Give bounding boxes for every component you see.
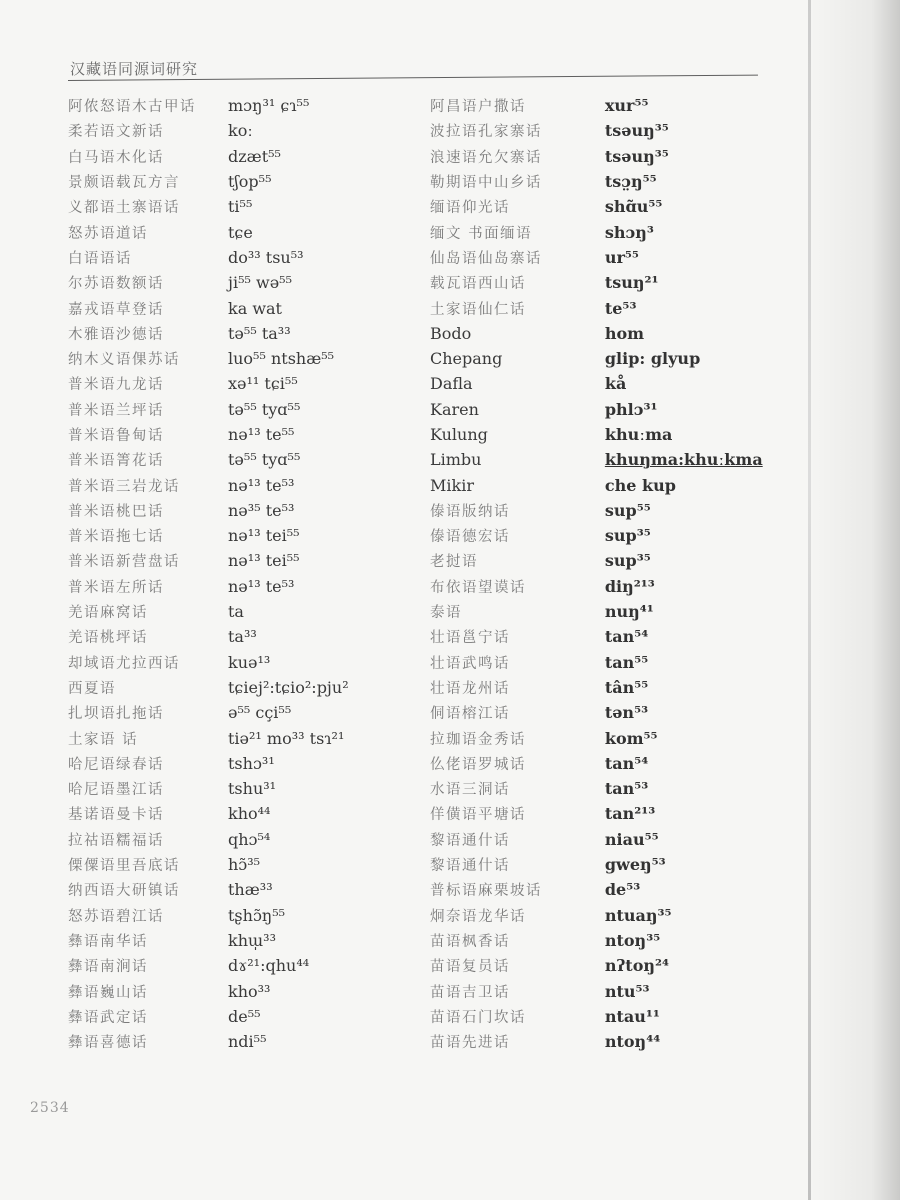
- language-name: 拉珈语金秀话: [430, 731, 526, 748]
- word-form: nə¹³ te⁵⁵: [228, 425, 295, 444]
- word-form: ntu⁵³: [604, 981, 650, 1001]
- entry-row: [50, 93, 430, 118]
- entry-row: [50, 472, 430, 497]
- word-form: kho⁴⁴: [228, 804, 271, 824]
- language-name: 白语语话: [68, 250, 132, 267]
- word-form: ur⁵⁵: [604, 247, 639, 267]
- entry-row: [50, 397, 430, 422]
- entry-row: [50, 650, 430, 675]
- word-form: tan⁵³: [604, 779, 649, 799]
- language-name: 尔苏语数额话: [68, 276, 164, 293]
- entry-row: [430, 144, 770, 169]
- word-form: tɕe: [228, 222, 253, 242]
- word-form: ə⁵⁵ cçi⁵⁵: [228, 703, 292, 723]
- entry-row: [430, 1029, 770, 1054]
- language-name: 木雅语沙德话: [68, 326, 164, 343]
- language-name: 怒苏语碧江话: [68, 908, 164, 925]
- language-name: 侗语榕江话: [430, 706, 510, 723]
- entry-row: [50, 801, 430, 826]
- word-form: ka wat: [228, 298, 282, 318]
- entry-row: [50, 270, 430, 295]
- word-form: ta: [228, 602, 244, 622]
- language-name: 壮语邕宁话: [430, 630, 510, 647]
- entry-row: [50, 751, 430, 776]
- language-name: 普米语桃巴话: [68, 503, 164, 520]
- entry-row: [430, 118, 770, 143]
- language-name: 彝语巍山话: [68, 984, 148, 1001]
- entry-row: [430, 371, 770, 396]
- word-form: nə¹³ te⁵³: [228, 475, 295, 495]
- book-spine-edge: [808, 0, 811, 1200]
- language-name: 浪速语允欠寨话: [430, 149, 542, 166]
- right-column: [430, 93, 770, 1054]
- entry-row: [50, 219, 430, 244]
- entry-row: [430, 523, 770, 548]
- entry-row: [50, 574, 430, 599]
- language-name: 怒苏语道话: [68, 225, 148, 242]
- entry-row: [430, 194, 770, 219]
- language-name: 羌语麻窝话: [68, 605, 148, 622]
- word-form: khɯ̩³³: [228, 930, 276, 950]
- word-form: kho³³: [228, 981, 271, 1001]
- entry-row: [430, 827, 770, 852]
- language-name: 普米语鲁甸话: [68, 428, 164, 444]
- entry-row: [50, 295, 430, 320]
- word-form: nə³⁵ te⁵³: [228, 500, 295, 520]
- entry-row: [430, 877, 770, 902]
- word-form: kuə¹³: [228, 652, 271, 672]
- word-form: de⁵⁵: [228, 1006, 261, 1026]
- entry-row: [50, 599, 430, 624]
- word-form: tə⁵⁵ tyɑ⁵⁵: [228, 399, 301, 419]
- entry-row: [50, 144, 430, 169]
- language-name: 黎语通什话: [430, 858, 510, 875]
- language-name: 苗语石门坎话: [430, 1009, 526, 1026]
- entry-row: [50, 321, 430, 346]
- word-form: hɔ̃³⁵: [228, 855, 261, 875]
- language-name: Mikir: [430, 475, 474, 495]
- word-form: khuŋma:khuːkma: [604, 450, 763, 470]
- language-name: 普米语拖七话: [68, 529, 164, 546]
- page-shadow: [805, 0, 900, 1200]
- entry-row: [430, 675, 770, 700]
- language-name: 羌语桃坪话: [68, 630, 148, 647]
- word-form: kom⁵⁵: [604, 728, 658, 748]
- entry-row: [430, 700, 770, 725]
- entry-row: [50, 953, 430, 978]
- language-name: 苗语枫香话: [430, 933, 510, 950]
- language-name: Dafla: [430, 374, 473, 394]
- word-form: tə⁵⁵ ta³³: [228, 323, 291, 343]
- word-form: nuŋ⁴¹: [604, 602, 654, 622]
- language-name: Bodo: [430, 323, 472, 343]
- word-form: ji⁵⁵ wə⁵⁵: [228, 273, 292, 293]
- word-form: tɕiej²:tɕio²:pju²: [228, 677, 349, 697]
- language-name: Kulung: [430, 425, 488, 444]
- word-form: sup⁵⁵: [604, 500, 651, 520]
- word-form: dzæt⁵⁵: [228, 146, 281, 166]
- entry-row: [50, 978, 430, 1003]
- entry-row: [430, 751, 770, 776]
- entry-row: [50, 447, 430, 472]
- entry-row: [50, 498, 430, 523]
- language-name: 彝语南华话: [68, 933, 148, 950]
- language-name: 傈僳语里吾底话: [68, 858, 180, 875]
- word-form: qhɔ⁵⁴: [228, 829, 271, 849]
- entry-row: [430, 599, 770, 624]
- entry-row: [430, 650, 770, 675]
- language-name: 彝语武定话: [68, 1009, 148, 1026]
- entry-row: [50, 245, 430, 270]
- word-form: hom: [604, 323, 645, 343]
- word-form: xur⁵⁵: [604, 96, 649, 116]
- word-form: ntuaŋ³⁵: [604, 905, 672, 925]
- word-form: tan⁵⁵: [604, 652, 649, 672]
- entry-row: [50, 118, 430, 143]
- left-column: [50, 93, 430, 1054]
- language-name: 景颇语载瓦方言: [68, 175, 180, 192]
- entry-row: [430, 295, 770, 320]
- word-form: glip: glyup: [604, 349, 701, 369]
- word-form: ntau¹¹: [604, 1006, 660, 1026]
- entry-row: [50, 523, 430, 548]
- word-form: nʔtoŋ²⁴: [604, 956, 670, 976]
- language-name: 普米语左所话: [68, 579, 164, 596]
- language-name: 白马语木化话: [68, 149, 164, 166]
- entry-row: [430, 548, 770, 573]
- language-name: 普米语箐花话: [68, 453, 164, 470]
- language-name: 哈尼语绿春话: [68, 756, 164, 773]
- language-name: 彝语南涧话: [68, 959, 148, 976]
- language-name: 普标语麻栗坡话: [430, 883, 542, 900]
- language-name: 却域语尤拉西话: [68, 655, 180, 672]
- language-name: 仙岛语仙岛寨话: [430, 250, 542, 267]
- language-name: 阿昌语户撒话: [430, 99, 526, 116]
- word-form: tsəuŋ³⁵: [604, 121, 669, 141]
- language-name: 苗语吉卫话: [430, 984, 510, 1001]
- word-form: tan⁵⁴: [604, 753, 649, 773]
- language-name: Chepang: [430, 349, 503, 369]
- language-name: 阿侬怒语木古甲话: [68, 99, 196, 116]
- word-form: xə¹¹ tɕi⁵⁵: [228, 374, 298, 394]
- language-name: 黎语通什话: [430, 832, 510, 849]
- word-form: de⁵³: [604, 880, 641, 900]
- word-form: tsɔ̤ŋ⁵⁵: [604, 172, 657, 192]
- word-form: tshɔ³¹: [228, 753, 275, 773]
- entry-row: [430, 498, 770, 523]
- word-form: tʂhɔ̃ŋ⁵⁵: [228, 905, 286, 925]
- entry-row: [430, 852, 770, 877]
- language-name: 苗语先进话: [430, 1035, 510, 1052]
- entry-row: [50, 624, 430, 649]
- language-name: 嘉戎语草登话: [68, 301, 164, 318]
- language-name: 西夏语: [68, 680, 116, 697]
- language-name: 布依语望谟话: [430, 579, 526, 596]
- language-name: 缅语仰光话: [430, 200, 510, 217]
- entry-row: [50, 852, 430, 877]
- entry-row: [430, 624, 770, 649]
- entry-row: [430, 346, 770, 371]
- entry-row: [430, 397, 770, 422]
- language-name: 傣语德宏话: [430, 529, 510, 546]
- entry-row: [50, 194, 430, 219]
- language-name: 普米语三岩龙话: [68, 478, 180, 495]
- word-form: nə¹³ tei⁵⁵: [228, 526, 300, 546]
- entry-row: [430, 270, 770, 295]
- language-name: 壮语武鸣话: [430, 655, 510, 672]
- entry-row: [430, 903, 770, 928]
- language-name: 壮语龙州话: [430, 680, 510, 697]
- entry-row: [430, 472, 770, 497]
- word-form: mɔŋ³¹ ɕɿ⁵⁵: [228, 96, 310, 116]
- language-name: Karen: [430, 399, 479, 419]
- entry-row: [50, 1004, 430, 1029]
- entry-row: [430, 928, 770, 953]
- entry-row: [430, 422, 770, 447]
- language-name: 基诺语曼卡话: [68, 807, 164, 824]
- word-form: tshu³¹: [228, 779, 277, 799]
- word-form: ntoŋ⁴⁴: [604, 1032, 661, 1052]
- entry-row: [430, 321, 770, 346]
- language-name: 土家语 话: [68, 731, 139, 748]
- word-form: ta³³: [228, 627, 257, 647]
- entry-row: [50, 725, 430, 750]
- word-form: do³³ tsu⁵³: [228, 247, 304, 267]
- word-form: tiə²¹ mo³³ tsɿ²¹: [228, 728, 345, 748]
- language-name: 载瓦语西山话: [430, 276, 526, 293]
- language-name: 土家语仙仁话: [430, 301, 526, 318]
- language-name: Limbu: [430, 450, 482, 470]
- entry-row: [50, 548, 430, 573]
- word-form: niau⁵⁵: [604, 829, 659, 849]
- language-name: 佯僙语平塘话: [430, 807, 526, 824]
- entry-row: [430, 725, 770, 750]
- language-name: 哈尼语墨江话: [68, 782, 164, 799]
- word-form: tən⁵³: [604, 703, 649, 723]
- language-name: 炯奈语龙华话: [430, 908, 526, 925]
- word-form: nə¹³ tei⁵⁵: [228, 551, 300, 571]
- entry-row: [430, 245, 770, 270]
- word-form: te⁵³: [604, 298, 637, 318]
- language-name: 苗语复员话: [430, 959, 510, 976]
- entry-row: [430, 1004, 770, 1029]
- word-form: sup³⁵: [604, 551, 651, 571]
- word-form: tsəuŋ³⁵: [604, 146, 669, 166]
- language-name: 普米语兰坪话: [68, 402, 164, 419]
- entry-row: [430, 776, 770, 801]
- word-form: thæ³³: [228, 880, 273, 900]
- entry-row: [50, 928, 430, 953]
- word-form: tʃop⁵⁵: [228, 172, 272, 192]
- entry-row: [50, 346, 430, 371]
- word-form: shɑ̃u⁵⁵: [604, 197, 663, 217]
- running-head: 汉藏语同源词研究: [70, 60, 199, 78]
- word-form: dɤ²¹:qhu⁴⁴: [228, 956, 310, 976]
- word-form: koː: [228, 121, 253, 141]
- word-form: tân⁵⁵: [604, 677, 649, 697]
- word-form: tan⁵⁴: [604, 627, 649, 647]
- entry-row: [50, 776, 430, 801]
- word-form: sup³⁵: [604, 526, 651, 546]
- language-name: 泰语: [430, 605, 462, 622]
- entry-row: [430, 93, 770, 118]
- word-form: ti⁵⁵: [228, 197, 253, 217]
- language-name: 老挝语: [430, 554, 478, 571]
- word-form: tan²¹³: [604, 804, 656, 824]
- word-form: luo⁵⁵ ntshæ⁵⁵: [228, 349, 335, 369]
- word-form: che kup: [604, 475, 676, 495]
- entry-row: [430, 801, 770, 826]
- word-form: shɔŋ³: [604, 222, 654, 242]
- word-form: gweŋ⁵³: [604, 855, 666, 875]
- word-form: tsuŋ²¹: [604, 273, 659, 293]
- language-name: 拉祜语糯福话: [68, 832, 164, 849]
- word-form: nə¹³ te⁵³: [228, 576, 295, 596]
- word-form: tə⁵⁵ tyɑ⁵⁵: [228, 450, 301, 470]
- entry-row: [50, 877, 430, 902]
- language-name: 柔若语文新话: [68, 124, 164, 141]
- entry-row: [430, 978, 770, 1003]
- language-name: 傣语版纳话: [430, 503, 510, 520]
- entry-row: [430, 447, 770, 472]
- entry-row: [50, 827, 430, 852]
- entry-row: [50, 903, 430, 928]
- entry-row: [50, 675, 430, 700]
- entry-row: [50, 371, 430, 396]
- page-number: 2534: [30, 1100, 70, 1116]
- language-name: 义都语土寨语话: [68, 200, 180, 217]
- word-form: ntoŋ³⁵: [604, 930, 661, 950]
- entry-row: [430, 953, 770, 978]
- entry-row: [430, 219, 770, 244]
- entry-row: [50, 169, 430, 194]
- language-name: 水语三洞话: [430, 782, 510, 799]
- language-name: 纳西语大研镇话: [68, 883, 180, 900]
- entry-row: [50, 700, 430, 725]
- language-name: 扎坝语扎拖话: [68, 706, 164, 723]
- language-name: 彝语喜德话: [68, 1035, 148, 1052]
- entry-row: [50, 422, 430, 447]
- language-name: 波拉语孔家寨话: [430, 124, 542, 141]
- language-name: 仫佬语罗城话: [430, 756, 526, 773]
- language-name: 普米语新营盘话: [68, 554, 180, 571]
- word-form: ndi⁵⁵: [228, 1032, 267, 1052]
- language-name: 勒期语中山乡话: [430, 175, 542, 192]
- language-name: 缅文 书面缅语: [430, 225, 533, 242]
- word-form: kå: [604, 374, 627, 394]
- language-name: 纳木义语倮苏话: [68, 352, 180, 369]
- entry-row: [50, 1029, 430, 1054]
- word-form: khuːma: [604, 425, 673, 444]
- word-form: diŋ²¹³: [604, 576, 655, 596]
- word-form: phlɔ³¹: [604, 399, 658, 419]
- entry-row: [430, 169, 770, 194]
- entry-row: [430, 574, 770, 599]
- language-name: 普米语九龙话: [68, 377, 164, 394]
